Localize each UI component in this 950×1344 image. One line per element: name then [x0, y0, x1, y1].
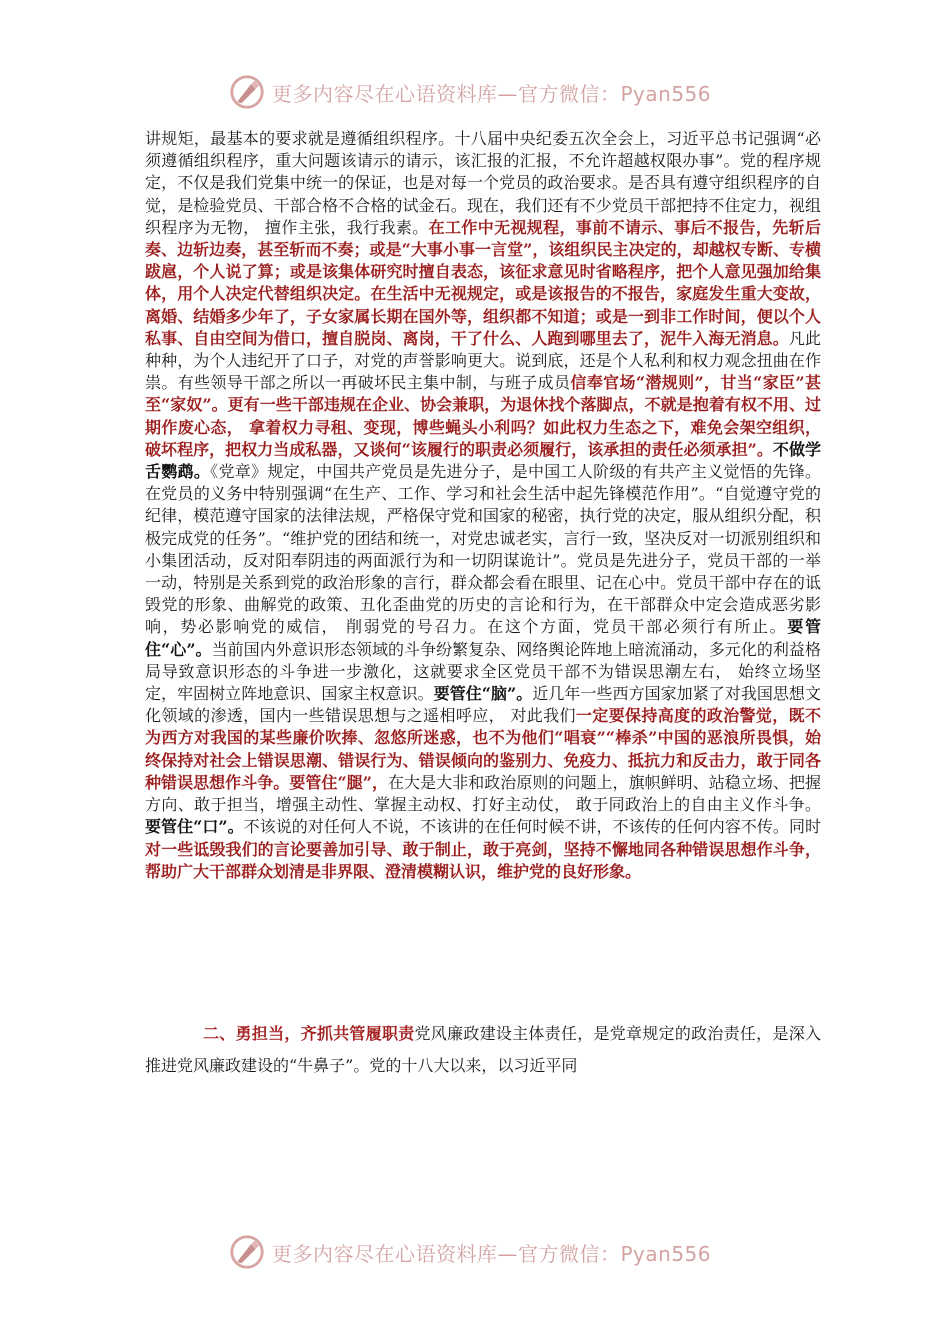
pen-nib-logo-icon: [228, 1233, 266, 1271]
emphasis-span: 信奉官场“潜规则”，甘当“家臣”甚至“家奴”。更有一些干部违规在企业、协会兼职，为退休找个落脚点，不就是抱着有权不用、过期作废心态， 拿着权力寻租、变现，博些蝇头小利吗？如此权力生态之下，难免会架空组织， 破坏程序，把权力当成私器，又谈何“该履行的职责必须履行，该承担的责任必须承担”。: [145, 373, 821, 459]
article-paragraph-1: [145, 128, 821, 883]
bold-span: 要管住“心”。: [145, 617, 821, 659]
emphasis-span: 一定要保持高度的政治警觉，既不为西方对我国的某些廉价吹捧、忽悠所迷惑，也不为他们“唱衰”“棒杀”中国的恶浪所畏惧，始终保持对社会上错误思潮、错误行为、错误倾向的鉴别力、免疫力、抵抗力和反击力，敢于同各种错误思想作斗争。要管住“腿”，: [145, 706, 821, 792]
text-span: 近几年一些西方国家加紧了对我国思想文化领域的渗透，国内一些错误思想与之遥相呼应， 对此我们: [145, 684, 821, 726]
emphasis-span: 在工作中无视规程，事前不请示、事后不报告，先斩后奏、边斩边奏，甚至斩而不奏；或是“大事小事一言堂”，该组织民主决定的，却越权专断、专横跋扈，个人说了算；或是该集体研究时擅自表态，该征求意见时省略程序，把个人意见强加给集体，用个人决定代替组织决定。在生活中无视规定，或是该报告的不报告，家庭发生重大变故，离婚、结婚多少年了，子女家属长期在国外等，组织都不知道；或是一到非工作时间，便以个人私事、自由空间为借口，擅自脱岗、离岗，干了什么、人跑到哪里去了，泥牛入海无消息。: [145, 217, 821, 348]
section-heading: 二、勇担当，齐抓共管履职责: [203, 1024, 415, 1043]
text-span: 不该说的对任何人不说，不该讲的在任何时候不讲，不该传的任何内容不传。同时: [243, 817, 821, 837]
text-span: 讲规矩，最基本的要求就是遵循组织程序。十八届中央纪委五次全会上，习近平总书记强调“必须遵循组织程序，重大问题该请示的请示，该汇报的汇报，不允许超越权限办事”。党的程序规定，不仅是我们党集中统一的保证，也是对每一个党员的政治要求。是否具有遵守组织程序的自觉，是检验党员、干部合格不合格的试金石。现在，我们还有不少党员干部把持不住定力，视组织程序为无物， 擅作主张，我行我素。: [145, 129, 821, 237]
text-span: 凡此种种，为个人违纪开了口子，对党的声誉影响更大。说到底，还是个人私利和权力观念扭曲在作祟。有些领导干部之所以一再破坏民主集中制，与班子成员: [145, 328, 821, 393]
bold-span: 要管住“脑”。: [433, 684, 533, 704]
text-span: 党风廉政建设主体责任，是党章规定的政治责任，是深入推进党风廉政建设的“牛鼻子”。党的十八大以来，以习近平同: [145, 1024, 821, 1075]
watermark-text: 更多内容尽在心语资料库—官方微信：Pyan556: [272, 81, 712, 106]
bold-span: 不做学舌鹦鹉。: [145, 439, 821, 482]
text-span: 《党章》规定，中国共产党员是先进分子，是中国工人阶级的有共产主义觉悟的先锋。在党员的义务中特别强调“在生产、工作、学习和社会生活中起先锋模范作用”。“自觉遵守党的纪律，模范遵守国家的法律法规，严格保守党和国家的秘密，执行党的决定，服从组织分配，积极完成党的任务”。“维护党的团结和统一，对党忠诚老实，言行一致，坚决反对一切派别组织和小集团活动，反对阳奉阴违的两面派行为和一切阴谋诡计”。党员是先进分子，党员干部的一举一动，特别是关系到党的政治形象的言行，群众都会看在眼里、记在心中。党员干部中存在的诋毁党的形象、曲解党的政策、丑化歪曲党的历史的言论和行为，在干部群众中定会造成恶劣影响，势必影响党的威信， 削弱党的号召力。在这个方面，党员干部必须行有所止。: [145, 462, 821, 637]
bold-span: 要管住“口”。: [145, 817, 244, 837]
watermark-text: 更多内容尽在心语资料库—官方微信：Pyan556: [272, 1241, 712, 1266]
text-span: 在大是大非和政治原则的问题上，旗帜鲜明、站稳立场、把握方向、敢于担当，增强主动性、掌握主动权、打好主动仗， 敢于同政治上的自由主义作斗争。: [145, 772, 821, 815]
watermark-banner-bottom: [228, 1232, 711, 1272]
article-paragraph-2: [145, 1018, 821, 1082]
pen-nib-logo-icon: [228, 73, 266, 111]
watermark-banner-top: [228, 72, 711, 112]
text-span: 当前国内外意识形态领域的斗争纷繁复杂、网络舆论阵地上暗流涌动，多元化的利益格局导致意识形态的斗争进一步激化，这就要求全区党员干部不为错误思潮左右， 始终立场坚定，牢固树立阵地意识、国家主权意识。: [145, 639, 821, 704]
emphasis-span: 对一些诋毁我们的言论要善加引导、敢于制止，敢于亮剑，坚持不懈地同各种错误思想作斗争，帮助广大干部群众划清是非界限、澄清模糊认识，维护党的良好形象。: [145, 839, 821, 881]
